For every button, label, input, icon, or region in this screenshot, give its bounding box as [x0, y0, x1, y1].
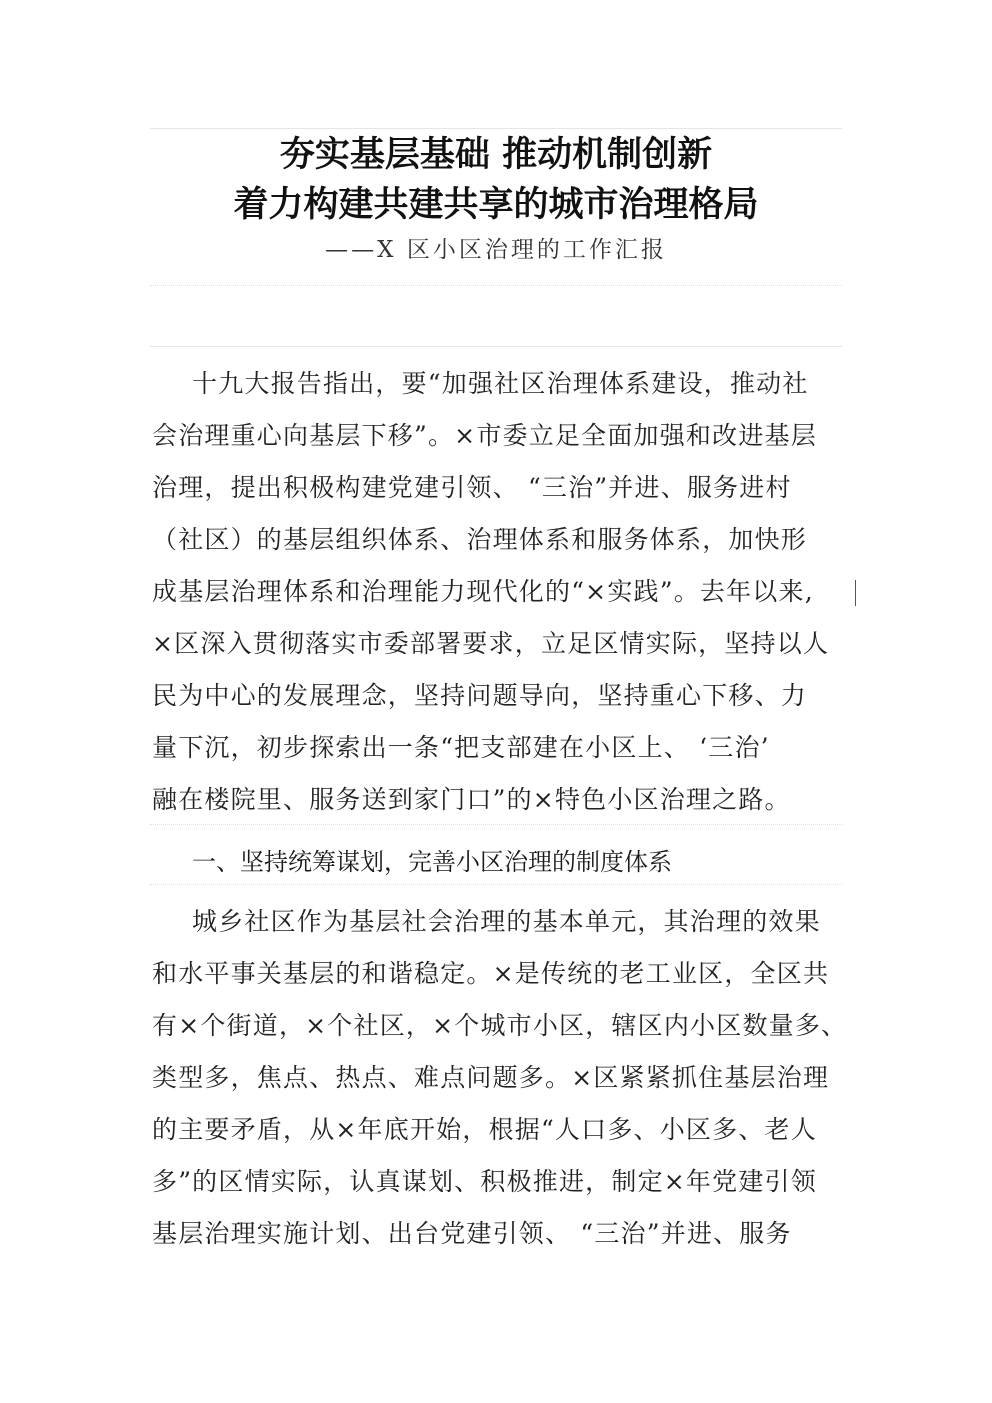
- paragraph-line: 有×个街道，×个社区，×个城市小区，辖区内小区数量多、: [152, 1011, 848, 1040]
- paragraph-line: （社区）的基层组织体系、治理体系和服务体系，加快形: [152, 525, 808, 554]
- section-top-rule: [150, 824, 842, 825]
- paragraph-line: 的主要矛盾，从×年底开始，根据“人口多、小区多、老人: [152, 1115, 817, 1144]
- paragraph-line: 量下沉，初步探索出一条“把支部建在小区上、 ‘三治’: [152, 733, 770, 762]
- paragraph-line: 多”的区情实际，认真谋划、积极推进，制定×年党建引领: [152, 1167, 817, 1196]
- paragraph-line: 十九大报告指出，要“加强社区治理体系建设，推动社: [192, 369, 809, 398]
- paragraph-line: 成基层治理体系和治理能力现代化的“×实践”。去年以来,: [152, 577, 814, 606]
- subtitle: ——X 区小区治理的工作汇报: [325, 237, 667, 263]
- paragraph-line: 会治理重心向基层下移”。×市委立足全面加强和改进基层: [152, 421, 817, 450]
- title-line-1: 夯实基层基础 推动机制创新: [279, 134, 713, 175]
- paragraph-line: ×区深入贯彻落实市委部署要求，立足区情实际，坚持以人: [152, 629, 830, 658]
- section-heading: 一、坚持统筹谋划，完善小区治理的制度体系: [192, 848, 672, 876]
- paragraph-line: 治理，提出积极构建党建引领、 “三治”并进、服务进村: [152, 473, 792, 502]
- paragraph-line: 基层治理实施计划、出台党建引领、 “三治”并进、服务: [152, 1219, 792, 1248]
- title-block: [150, 130, 842, 268]
- body-top-rule: [150, 346, 842, 347]
- paragraph-line: 城乡社区作为基层社会治理的基本单元，其治理的效果: [192, 907, 821, 936]
- section-bottom-rule: [150, 884, 842, 885]
- header-top-rule: [150, 128, 842, 129]
- paragraph-line: 类型多，焦点、热点、难点问题多。×区紧紧抓住基层治理: [152, 1063, 830, 1092]
- paragraph-line: 民为中心的发展理念，坚持问题导向，坚持重心下移、力: [152, 681, 808, 710]
- title-line-2: 着力构建共建共享的城市治理格局: [233, 184, 759, 225]
- paragraph-line: 和水平事关基层的和谐稳定。×是传统的老工业区，全区共: [152, 959, 830, 988]
- section-paragraph: [152, 896, 848, 1260]
- intro-paragraph: [152, 358, 842, 826]
- text-cursor-mark: [855, 580, 856, 606]
- header-bottom-rule: [150, 285, 842, 286]
- paragraph-line: 融在楼院里、服务送到家门口”的×特色小区治理之路。: [152, 785, 791, 814]
